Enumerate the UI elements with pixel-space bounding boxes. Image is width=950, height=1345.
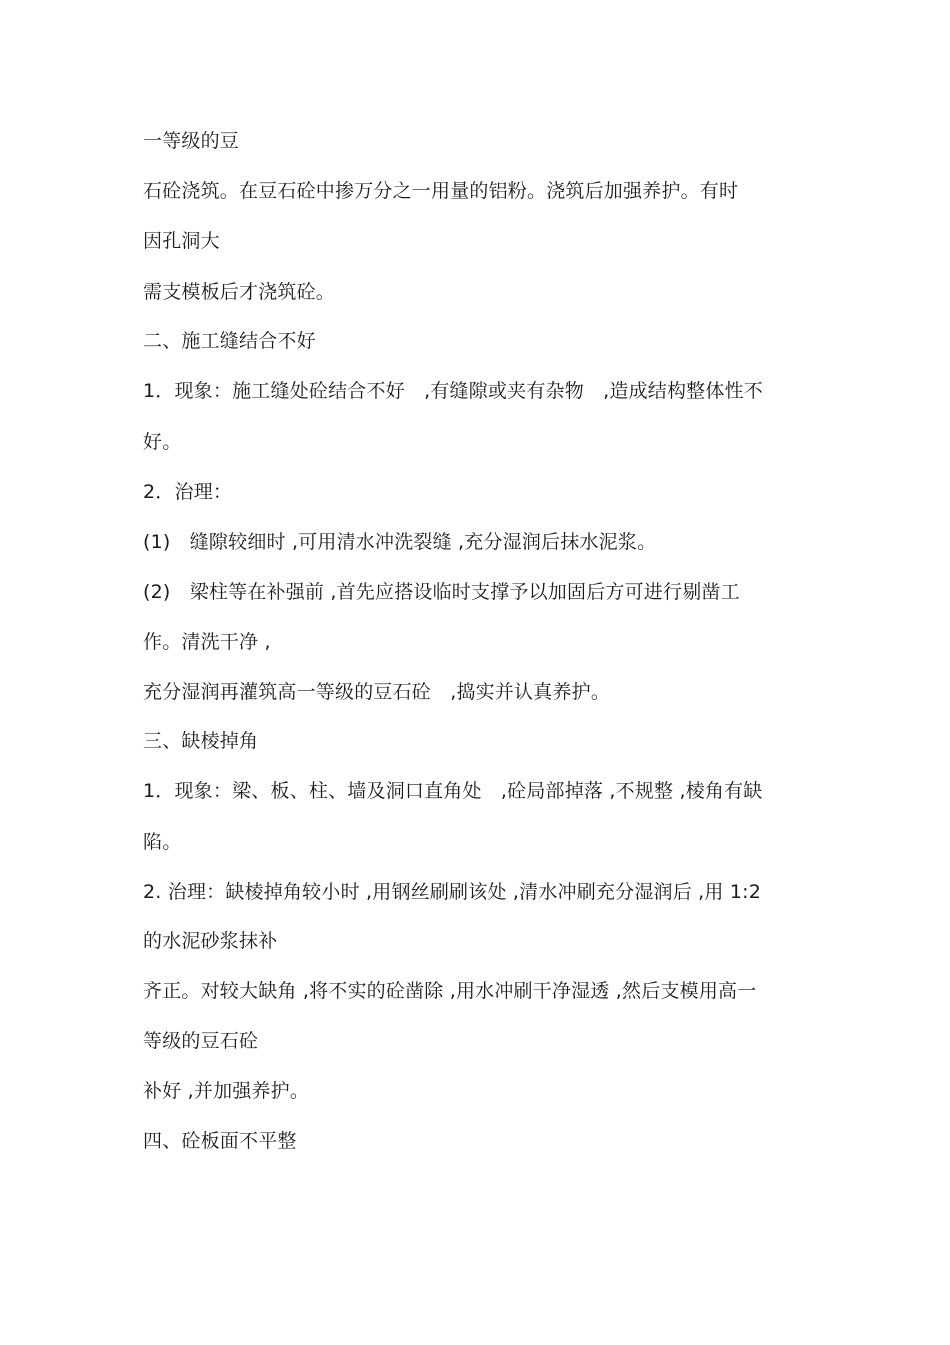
text-line: 2．治理： (143, 481, 233, 503)
text-line: 因孔洞大 (143, 230, 220, 252)
text-line: 好。 (143, 431, 182, 453)
text-line: 1．现象：梁、板、柱、墙及洞口直角处 ,砼局部掉落 ,不规整 ,棱角有缺 (143, 780, 763, 802)
text-line: 齐正。对较大缺角 ,将不实的砼凿除 ,用水冲刷干净湿透 ,然后支模用高一 (143, 980, 757, 1002)
text-line: 2. 治理：缺棱掉角较小时 ,用钢丝刷刷该处 ,清水冲刷充分湿润后 ,用 1:2 (143, 881, 762, 903)
section-heading: 三、缺棱掉角 (143, 730, 259, 752)
text-line: 需支模板后才浇筑砼。 (143, 281, 336, 303)
text-line: 充分湿润再灌筑高一等级的豆石砼 ,捣实并认真养护。 (143, 681, 611, 703)
text-line: 一等级的豆 (143, 130, 240, 152)
text-line: 1．现象：施工缝处砼结合不好 ,有缝隙或夹有杂物 ,造成结构整体性不 (143, 380, 763, 402)
text-line: 等级的豆石砼 (143, 1030, 259, 1052)
text-line: 补好 ,并加强养护。 (143, 1080, 310, 1102)
text-line: 石砼浇筑。在豆石砼中掺万分之一用量的铝粉。浇筑后加强养护。有时 (143, 180, 739, 202)
text-line: 的水泥砂浆抹补 (143, 930, 278, 952)
text-line: 陷。 (143, 831, 182, 853)
text-line: (2) 梁柱等在补强前 ,首先应搭设临时支撑予以加固后方可进行剔凿工 (143, 581, 740, 603)
text-line: 作。清洗干净 , (143, 631, 271, 653)
text-line: (1) 缝隙较细时 ,可用清水冲洗裂缝 ,充分湿润后抹水泥浆。 (143, 531, 657, 553)
section-heading: 四、砼板面不平整 (143, 1130, 297, 1152)
section-heading: 二、施工缝结合不好 (143, 330, 316, 352)
